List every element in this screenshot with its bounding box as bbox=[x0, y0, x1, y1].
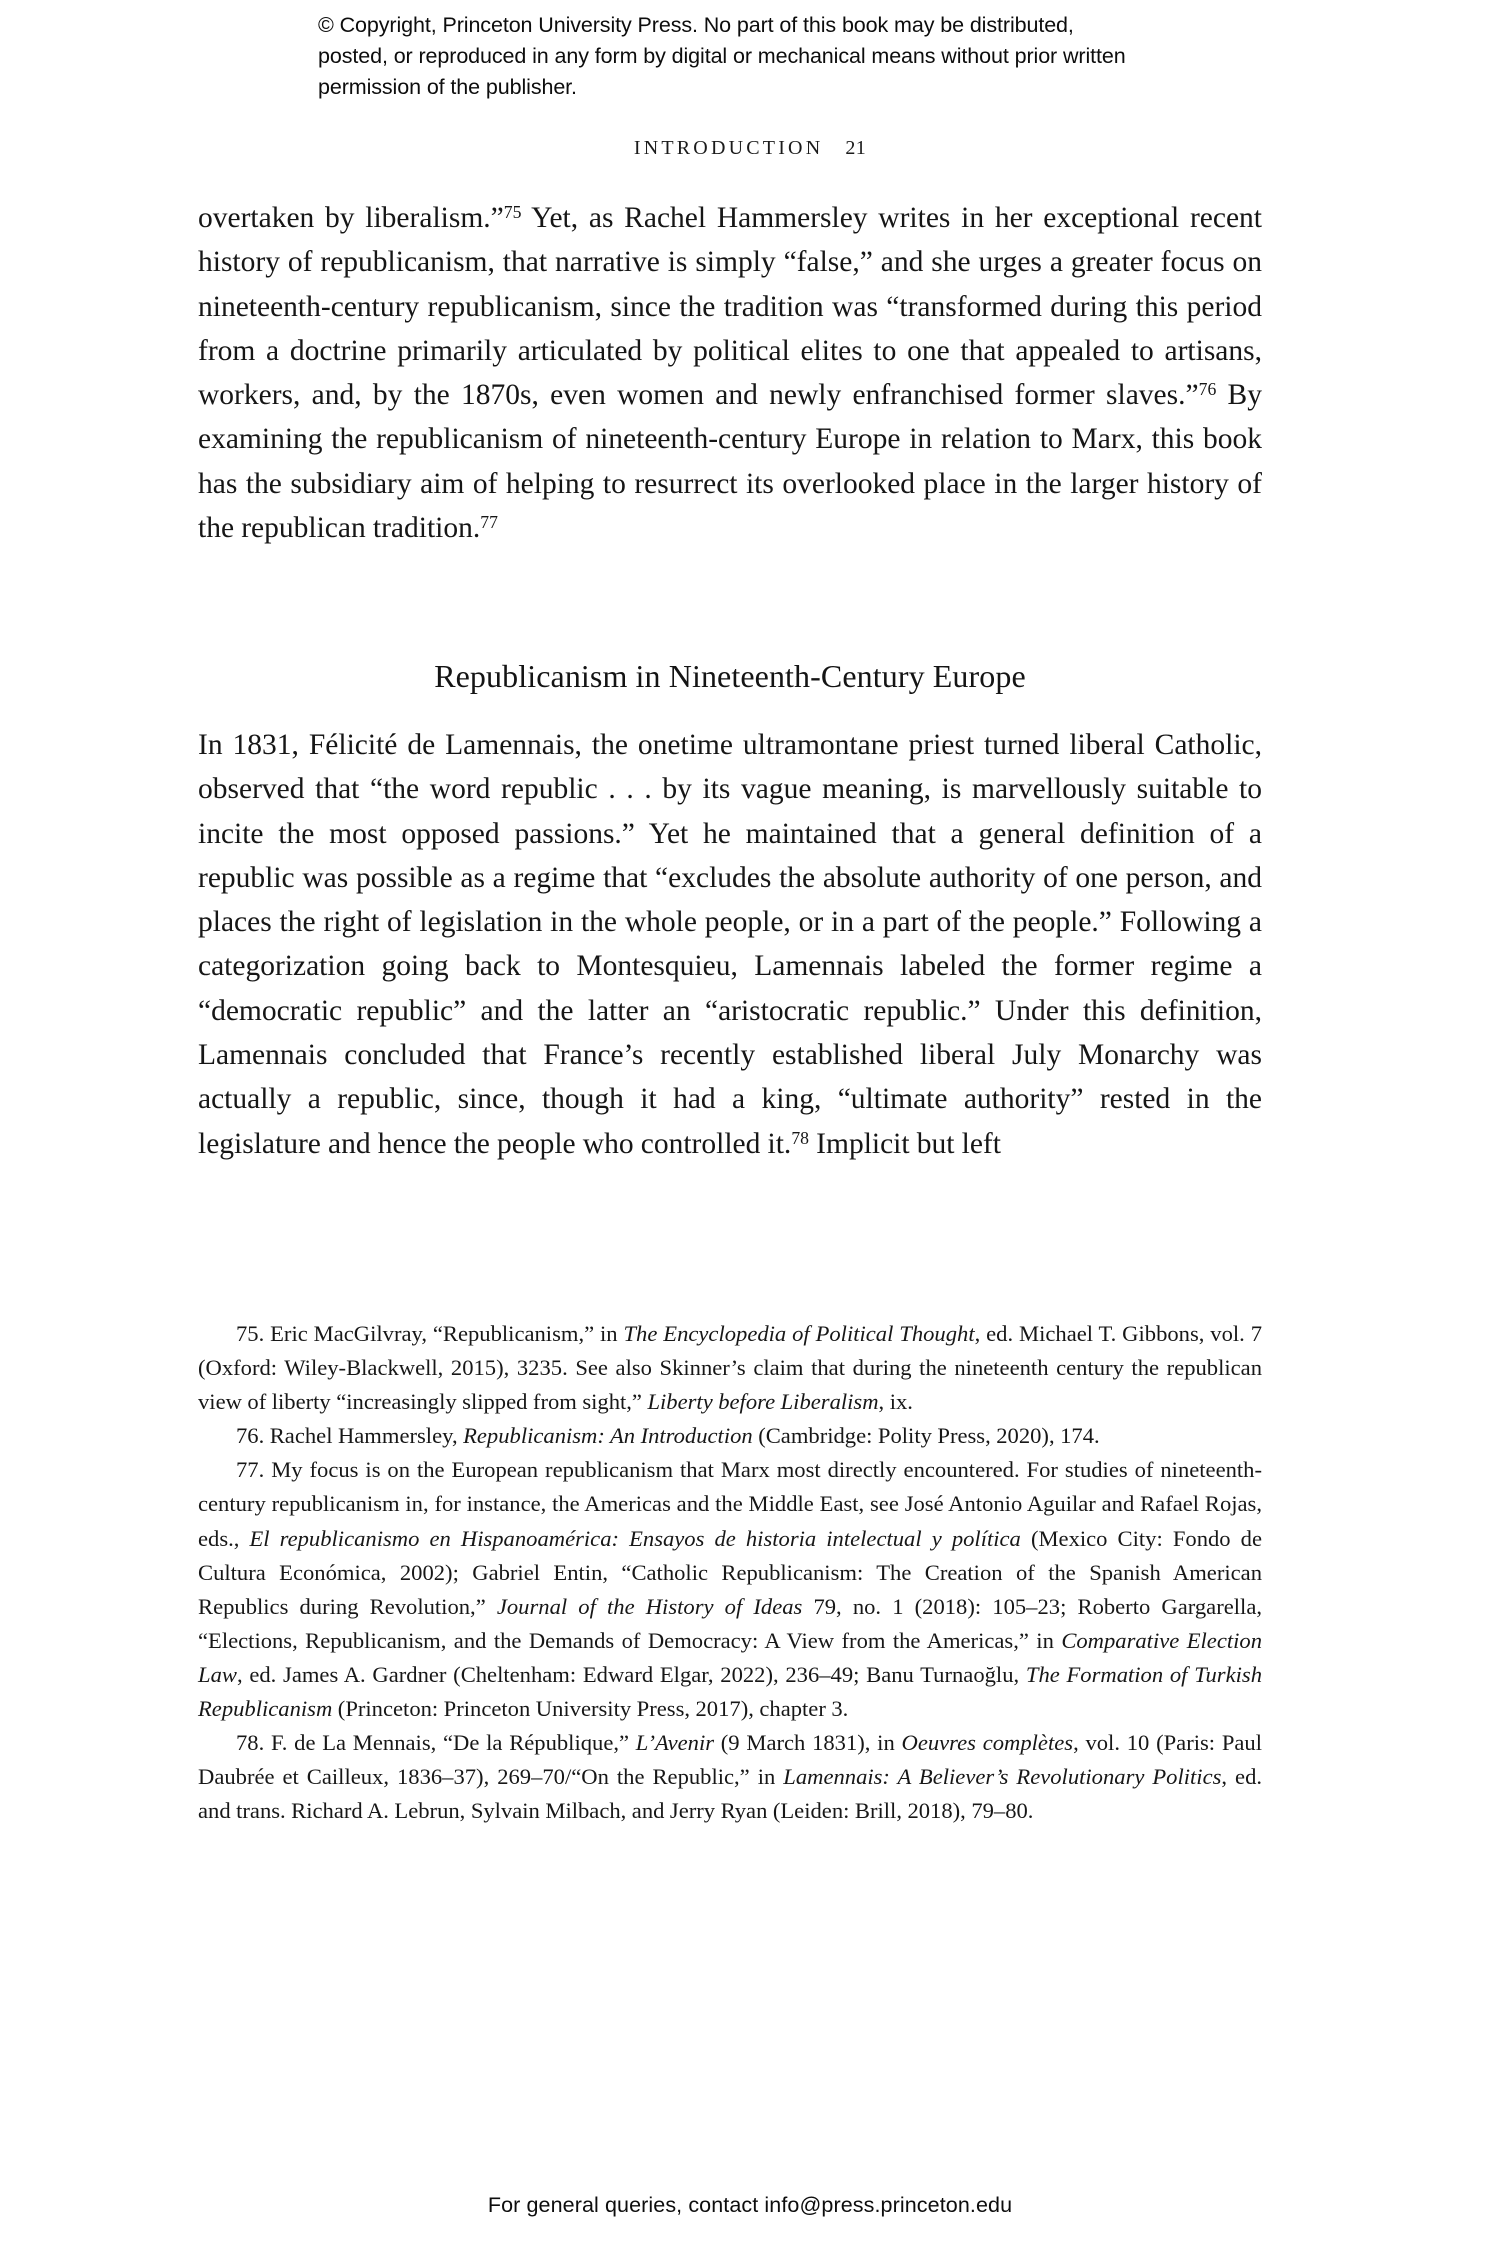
body-paragraph-2: In 1831, Félicité de Lamennais, the onetime ultramontane priest turned liberal Catholic, observed that “the word republic . . . by its vague meaning, is marvellously suitable to incite the most opposed passions.” Yet he maintained that a general definition of a republic was possible as a regime that “excludes the absolute authority of one person, and places the right of legislation in the whole people, or in a part of the people.” Following a categorization going back to Montesquieu, Lamennais labeled the former regime a “democratic republic” and the latter an “aristocratic republic.” Under this definition, Lamennais concluded that France’s recently established liberal July Monarchy was actually a republic, since, though it had a king, “ultimate authority” rested in the legislature and hence the people who controlled it.$^{78}$ Implicit but left bbox=[198, 729, 1262, 1160]
body-paragraph-1: overtaken by liberalism.”$^{75}$ Yet, as Rachel Hammersley writes in her exceptional recent history of republicanism, that narrative is simply “false,” and she urges a greater focus on nineteenth-century republicanism, since the tradition was “transformed during this period from a doctrine primarily articulated by political elites to one that appealed to artisans, workers, and, by the 1870s, even women and newly enfranchised former slaves.”$^{76}$ By examining the republicanism of nineteenth-century Europe in relation to Marx, this book has the subsidiary aim of helping to resurrect its overlooked place in the larger history of the republican tradition.$^{77}$ bbox=[198, 201, 1263, 545]
footnote-75: 75. Eric MacGilvray, “Republicanism,” in The Encyclopedia of Political Thought, ed. Michael T. Gibbons, vol. 7 (Oxford: Wiley-Blackwell, 2015), 3235. See also Skinner’s claim that during the nineteenth century the republican view of liberty “increasingly slipped from sight,” Liberty before Liberalism, ix. bbox=[198, 1321, 1262, 1415]
body-text-column-bottom bbox=[198, 723, 1262, 1166]
footnote-76: 76. Rachel Hammersley, Republicanism: An Introduction (Cambridge: Polity Press, 2020), 174. bbox=[236, 1423, 1100, 1449]
page-number: 21 bbox=[845, 137, 867, 159]
footnotes-block bbox=[198, 1317, 1262, 1828]
body-text-column-top bbox=[198, 196, 1262, 550]
copyright-notice: © Copyright, Princeton University Press. No part of this book may be distributed, posted, or reproduced in any form by digital or mechanical means without prior written permission of the publisher. bbox=[318, 13, 1126, 99]
page-footer-notice: For general queries, contact info@press.princeton.edu bbox=[487, 2193, 1013, 2217]
section-heading: Republicanism in Nineteenth-Century Europe bbox=[434, 658, 1026, 694]
running-head-title: INTRODUCTION bbox=[633, 137, 824, 159]
running-head bbox=[0, 137, 1500, 160]
footnote-78: 78. F. de La Mennais, “De la République,” L’Avenir (9 March 1831), in Oeuvres complètes, vol. 10 (Paris: Paul Daubrée et Cailleux, 1836–37), 269–70/“On the Republic,” in Lamennais: A Believer’s Revolutionary Politics, ed. and trans. Richard A. Lebrun, Sylvain Milbach, and Jerry Ryan (Leiden: Brill, 2018), 79–80. bbox=[198, 1730, 1263, 1824]
footnote-77: 77. My focus is on the European republicanism that Marx most directly encountered. For studies of nineteenth-century republicanism in, for instance, the Americas and the Middle East, see José Antonio Aguilar and Rafael Rojas, eds., El republicanismo en Hispanoamérica: Ensayos de historia intelectual y política (Mexico City: Fondo de Cultura Económica, 2002); Gabriel Entin, “Catholic Republicanism: The Creation of the Spanish American Republics during Revolution,” Journal of the History of Ideas 79, no. 1 (2018): 105–23; Roberto Gargarella, “Elections, Republicanism, and the Demands of Democracy: A View from the Americas,” in Comparative Election Law, ed. James A. Gardner (Cheltenham: Edward Elgar, 2022), 236–49; Banu Turnaoğlu, The Formation of Turkish Republicanism (Princeton: Princeton University Press, 2017), chapter 3. bbox=[198, 1457, 1262, 1722]
